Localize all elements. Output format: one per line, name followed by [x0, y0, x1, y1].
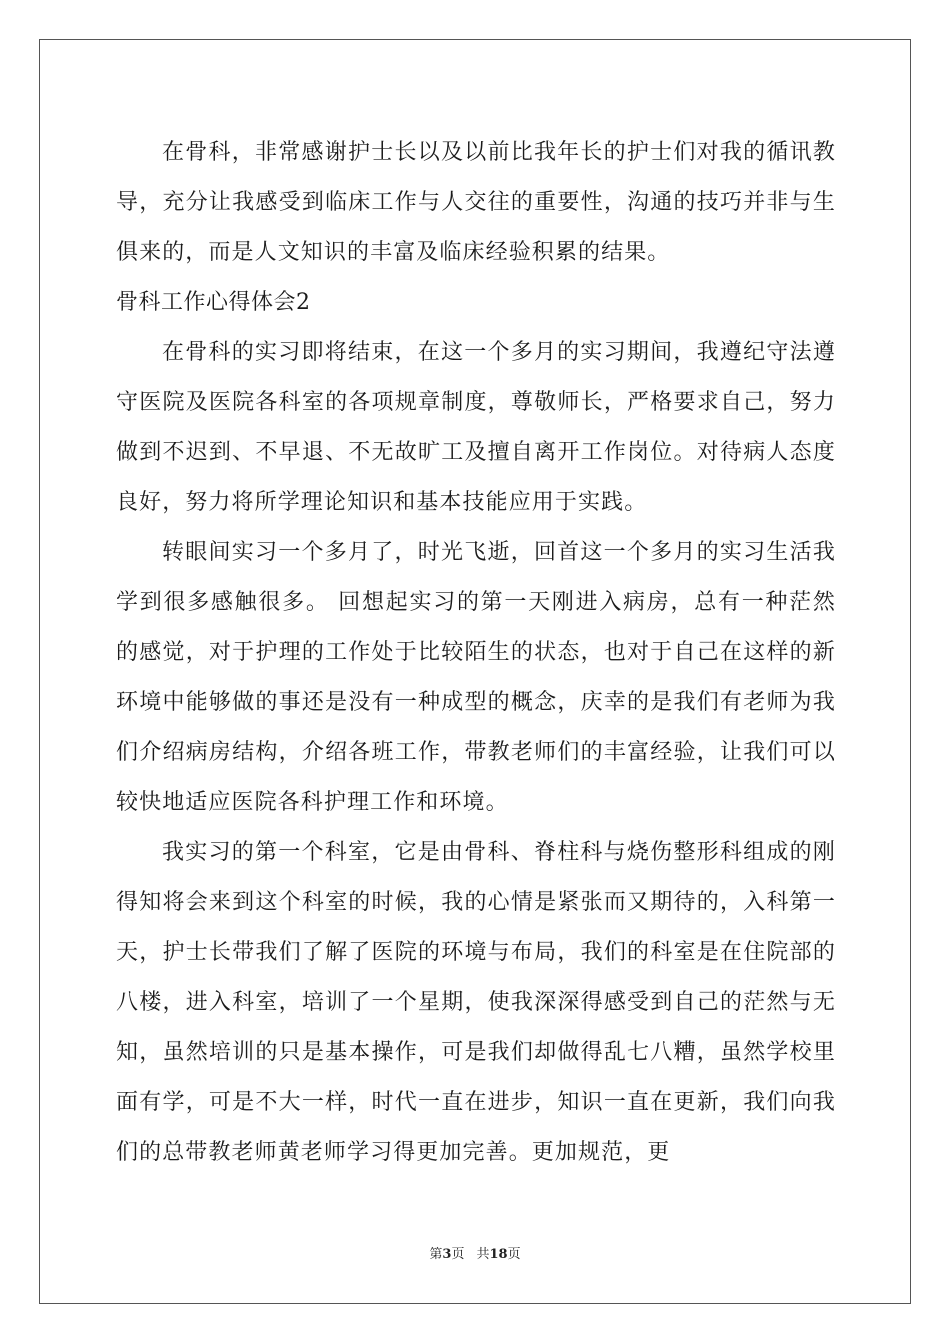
paragraph-3: 转眼间实习一个多月了，时光飞逝，回首这一个多月的实习生活我学到很多感触很多。 回想起实习的第一天刚进入病房，总有一种茫然的感觉，对于护理的工作处于比较陌生的状态，也对于自己在这样的新环境中能够做的事还是没有一种成型的概念，庆幸的是我们有老师为我们介绍病房结构，介绍各班工作，带教老师们的丰富经验，让我们可以较快地适应医院各科护理工作和环境。: [116, 540, 836, 815]
total-suffix: 页: [507, 1247, 521, 1262]
paragraph-1: 在骨科，非常感谢护士长以及以前比我年长的护士们对我的循讯教导，充分让我感受到临床工作与人交往的重要性，沟通的技巧并非与生俱来的，而是人文知识的丰富及临床经验积累的结果。: [116, 140, 836, 265]
paragraph-2: 在骨科的实习即将结束，在这一个多月的实习期间，我遵纪守法遵守医院及医院各科室的各项规章制度，尊敬师长，严格要求自己，努力做到不迟到、不早退、不无故旷工及擅自离开工作岗位。对待病人态度良好，努力将所学理论知识和基本技能应用于实践。: [116, 340, 836, 515]
page-total: 18: [489, 1247, 508, 1262]
section-heading: 骨科工作心得体会2: [116, 290, 311, 315]
page-prefix: 第: [429, 1247, 443, 1262]
page-footer: [0, 1246, 950, 1264]
page-suffix: 页: [451, 1247, 465, 1262]
paragraph-4: 我实习的第一个科室，它是由骨科、脊柱科与烧伤整形科组成的刚得知将会来到这个科室的时候，我的心情是紧张而又期待的，入科第一天，护士长带我们了解了医院的环境与布局，我们的科室是在住院部的八楼，进入科室，培训了一个星期，使我深深得感受到自己的茫然与无知，虽然培训的只是基本操作，可是我们却做得乱七八糟，虽然学校里面有学，可是不大一样，时代一直在进步，知识一直在更新，我们向我们的总带教老师黄老师学习得更加完善。更加规范，更: [116, 840, 836, 1165]
document-body: [116, 128, 836, 1178]
total-prefix: 共: [476, 1247, 490, 1262]
page-current: 3: [442, 1247, 452, 1262]
